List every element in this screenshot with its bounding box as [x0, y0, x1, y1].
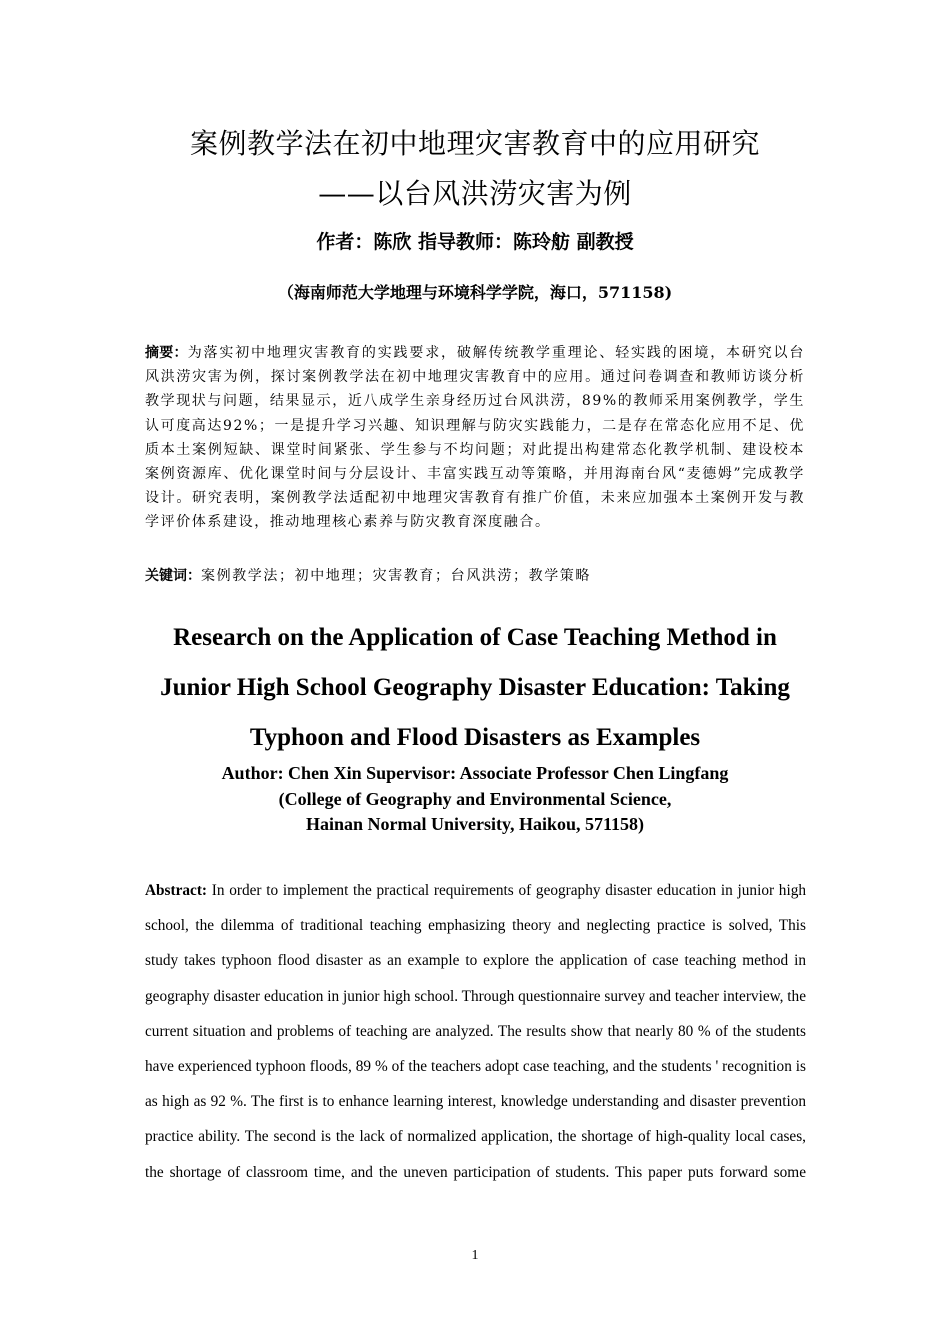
chinese-author-line: 作者：陈欣 指导教师：陈玲舫 副教授	[316, 231, 634, 253]
english-title-line-3: Typhoon and Flood Disasters as Examples	[249, 724, 701, 751]
chinese-abstract-text: 为落实初中地理灾害教育的实践要求，破解传统教学重理论、轻实践的困境，本研究以台风洪涝灾害为例，探讨案例教学法在初中地理灾害教育中的应用。通过问卷调查和教师访谈分析教学现状与问题，结果显示，近八成学生亲身经历过台风洪涝，89%的教师采用案例教学，学生认可度高达92%；一是提升学习兴趣、知识理解与防灾实践能力，二是存在常态化应用不足、优质本土案例短缺、课堂时间紧张、学生参与不均问题；对此提出构建常态化教学机制、建设校本案例资源库、优化课堂时间与分层设计、丰富实践互动等策略，并用海南台风“麦德姆”完成教学设计。研究表明，案例教学法适配初中地理灾害教育有推广价值，未来应加强本土案例开发与教学评价体系建设，推动地理核心素养与防灾教育深度融合。	[145, 345, 805, 531]
chinese-abstract	[145, 341, 805, 535]
chinese-keywords-label: 关键词：	[145, 568, 201, 584]
english-abstract-text: In order to implement the practical requirements of geography disaster education in junior high school, the dilemma of traditional teaching emphasizing theory and neglecting practice is solved, This study takes typhoon flood disaster as an example to explore the application of case teaching method in geography disaster education in junior high school. Through questionnaire survey and teacher interview, the current situation and problems of teaching are analyzed. The results show that nearly 80 % of the students have experienced typhoon floods, 89 % of the teachers adopt case teaching, and the students ' recognition is as high as 92 %. The first is to enhance learning interest, knowledge understanding and disaster prevention practice ability. The second is the lack of normalized application, the shortage of high-quality local cases, the shortage of classroom time, and the uneven participation of students. This paper puts forward some	[145, 882, 806, 1181]
english-abstract-label: Abstract:	[145, 882, 208, 899]
english-abstract	[145, 873, 806, 1190]
chinese-title-line-1: 案例教学法在初中地理灾害教育中的应用研究	[189, 127, 760, 160]
english-affiliation-line-1: (College of Geography and Environmental Science,	[278, 789, 672, 809]
page-number: 1	[471, 1248, 479, 1263]
chinese-keywords	[145, 564, 805, 588]
chinese-keywords-text: 案例教学法；初中地理；灾害教育；台风洪涝；教学策略	[201, 568, 591, 584]
english-title-line-1: Research on the Application of Case Teaching Method in	[173, 624, 777, 651]
english-author-line: Author: Chen Xin Supervisor: Associate Professor Chen Lingfang	[221, 763, 729, 783]
chinese-abstract-label: 摘要：	[145, 345, 188, 361]
english-affiliation-line-2: Hainan Normal University, Haikou, 571158)	[305, 814, 645, 834]
chinese-title-line-2: ——以台风洪涝灾害为例	[318, 177, 632, 210]
chinese-affiliation: （海南师范大学地理与环境科学学院，海口，571158)	[277, 283, 673, 302]
english-title-line-2: Junior High School Geography Disaster Education: Taking	[160, 674, 790, 701]
